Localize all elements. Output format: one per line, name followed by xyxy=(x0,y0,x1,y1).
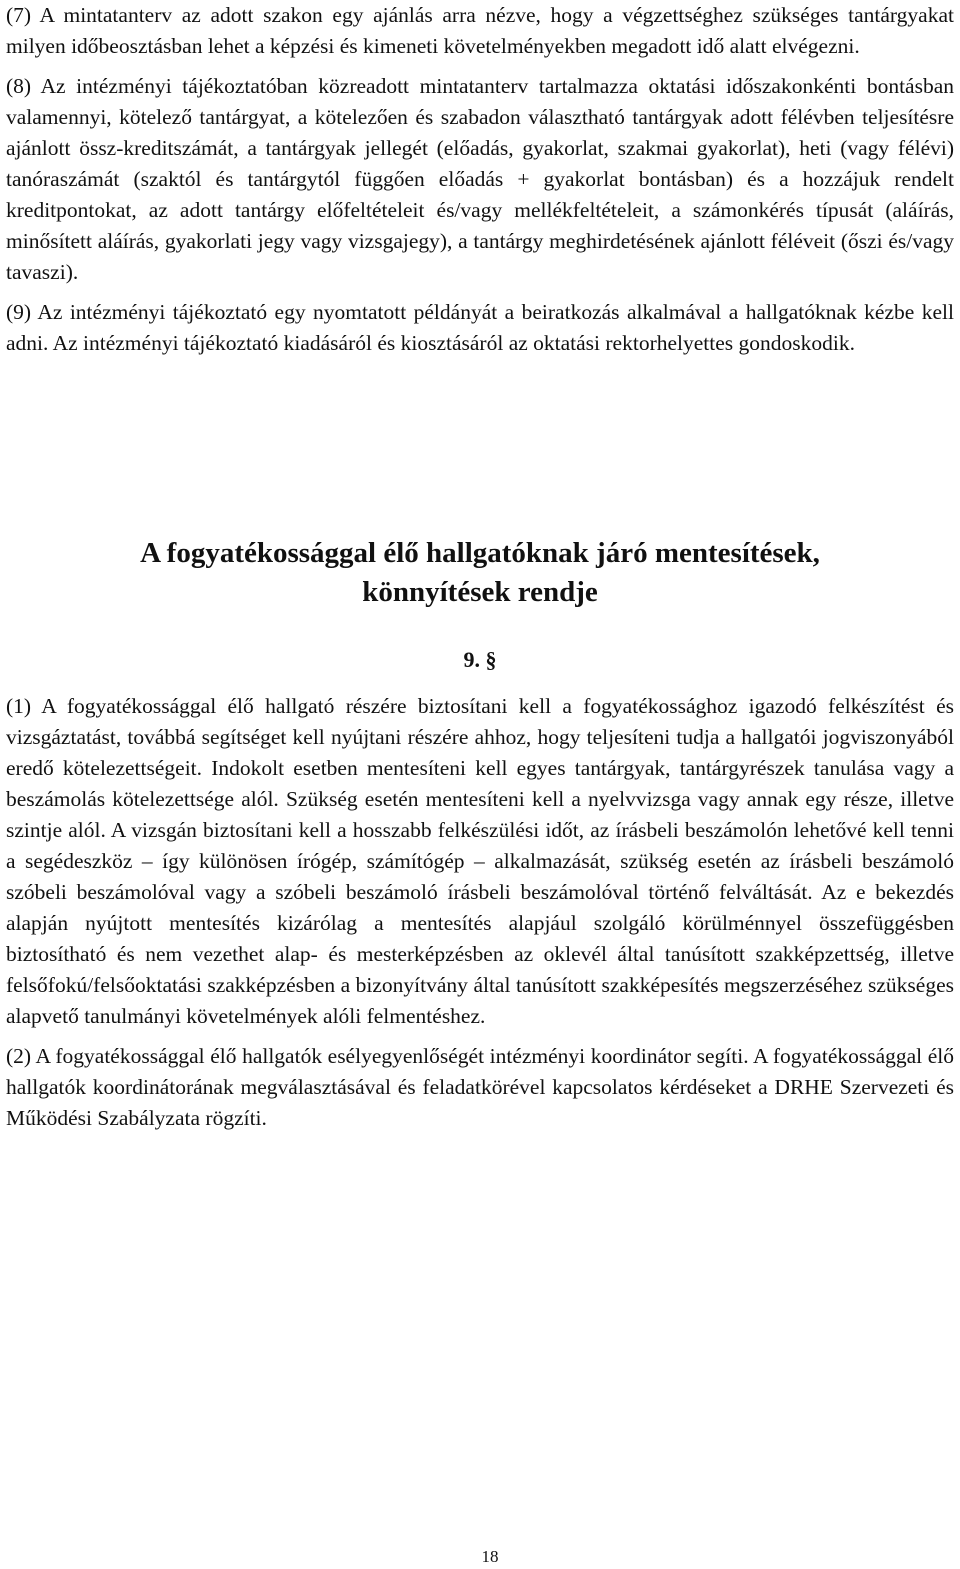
paragraph-8: (8) Az intézményi tájékoztatóban közreadott mintatanterv tartalmazza oktatási időszakonkénti bontásban valamennyi, kötelező tantárgyat, a kötelezően és szabadon választható tantárgyak adott félévben teljesítésre ajánlott össz-kreditszámát, a tantárgyak jellegét (előadás, gyakorlat, szakmai gyakorlat), heti (vagy félévi) tanóraszámát (szaktól és tantárgytól függően előadás + gyakorlat bontásban) és a hozzájuk rendelt kreditpontokat, az adott tantárgy előfeltételeit és/vagy mellékfeltételeit, a számonkérés típusát (aláírás, minősített aláírás, gyakorlati jegy vagy vizsgajegy), a tantárgy meghirdetésének ajánlott féléveit (őszi és/vagy tavaszi). xyxy=(6,74,954,284)
section-heading-line1: A fogyatékossággal élő hallgatóknak járó mentesítések, xyxy=(140,537,820,569)
paragraph-7: (7) A mintatanterv az adott szakon egy ajánlás arra nézve, hogy a végzettséghez szükséges tantárgyakat milyen időbeosztásban lehet a képzési és kimeneti követelményekben megadott idő alatt elvégezni. xyxy=(6,3,954,58)
section-number: 9. § xyxy=(463,647,497,672)
section-heading-line2: könnyítések rendje xyxy=(362,576,598,608)
paragraph-9: (9) Az intézményi tájékoztató egy nyomtatott példányát a beiratkozás alkalmával a hallgatóknak kézbe kell adni. Az intézményi tájékoztató kiadásáról és kiosztásáról az oktatási rektorhelyettes gondoskodik. xyxy=(6,300,954,355)
upper-section xyxy=(6,0,954,368)
paragraph-1: (1) A fogyatékossággal élő hallgató részére biztosítani kell a fogyatékossághoz igazodó felkészítést és vizsgáztatást, továbbá segítséget kell nyújtani részére ahhoz, hogy teljesíteni tudja a hallgatói jogviszonyából eredő kötelezettségeit. Indokolt esetben mentesíteni kell egyes tantárgyak, tantárgyrészek tanulása vagy a beszámolás kötelezettsége alól. Szükség esetén mentesíteni kell a nyelvvizsga vagy annak egy része, illetve szintje alól. A vizsgán biztosítani kell a hosszabb felkészülési időt, az írásbeli beszámolón lehetővé kell tenni a segédeszköz – így különösen írógép, számítógép – alkalmazását, szükség esetén az írásbeli beszámoló szóbeli beszámolóval vagy a szóbeli beszámoló írásbeli beszámolóval történő felváltását. Az e bekezdés alapján nyújtott mentesítés kizárólag a mentesítés alapjául szolgáló körülménnyel összefüggésben biztosítható és nem vezethet alap- és mesterképzésben az oklevél által tanúsított szakképzettség, illetve felsőfokú/felsőoktatási szakképzésben a bizonyítvány által tanúsított szakképesítés megszerzéséhez szükséges alapvető tanulmányi követelmények alóli felmentéshez. xyxy=(6,694,954,1028)
section-heading xyxy=(0,534,960,612)
lower-section xyxy=(6,691,954,1143)
page-number: 18 xyxy=(481,1547,499,1566)
paragraph-2: (2) A fogyatékossággal élő hallgatók esélyegyenlőségét intézményi koordinátor segíti. A fogyatékossággal élő hallgatók koordinátorának megválasztásával és feladatkörével kapcsolatos kérdéseket a DRHE Szervezeti és Működési Szabályzata rögzíti. xyxy=(6,1044,954,1130)
